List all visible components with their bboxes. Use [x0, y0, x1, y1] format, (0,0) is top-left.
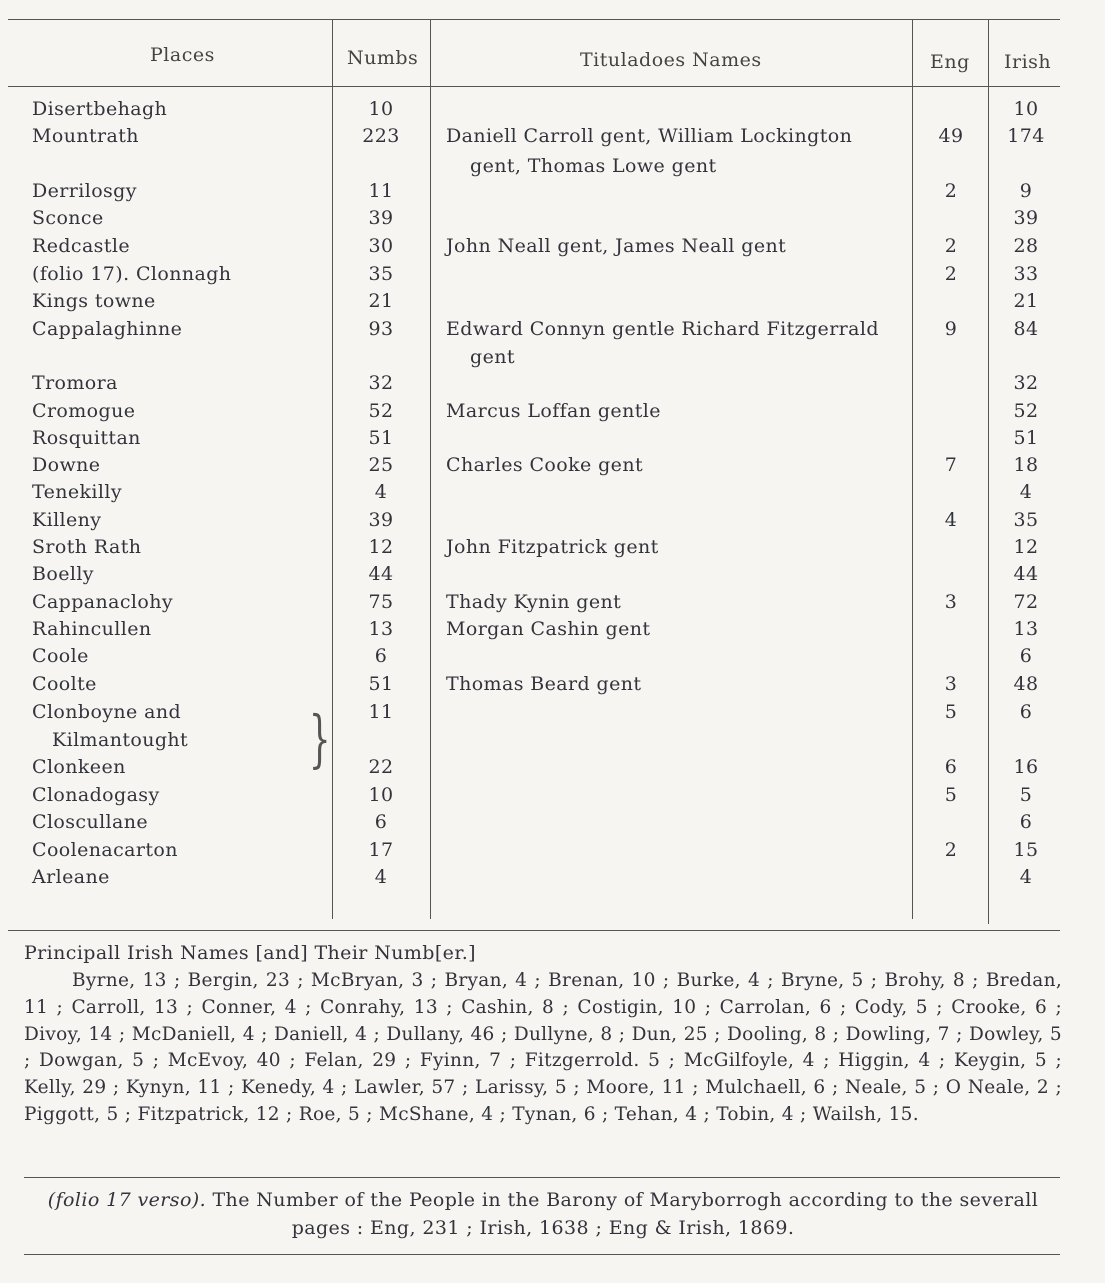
tituladoes-cell: Daniell Carroll gent, William Lockington	[446, 125, 853, 147]
table-row	[0, 756, 1105, 783]
eng-cell: 2	[944, 180, 958, 202]
irish-cell: 32	[1013, 372, 1039, 394]
table-row	[0, 729, 1105, 756]
eng-cell: 3	[944, 591, 958, 613]
numb-cell: 44	[368, 563, 394, 585]
irish-cell: 72	[1013, 591, 1039, 613]
irish-cell: 4	[1019, 481, 1033, 503]
numb-cell: 52	[368, 400, 394, 422]
numb-cell: 6	[374, 645, 388, 667]
tituladoes-cell: Morgan Cashin gent	[446, 618, 651, 640]
numb-cell: 32	[368, 372, 394, 394]
irish-cell: 39	[1013, 207, 1039, 229]
place-cell: Redcastle	[32, 235, 130, 257]
eng-cell: 4	[944, 509, 958, 531]
table-row	[0, 454, 1105, 481]
place-cell: Disertbehagh	[32, 98, 168, 120]
irish-cell: 174	[1007, 125, 1045, 147]
eng-cell: 5	[944, 784, 958, 806]
table-row	[0, 645, 1105, 672]
header-irish: Irish	[1004, 51, 1052, 73]
place-cell: Derrilosgy	[32, 180, 137, 202]
numb-cell: 39	[368, 207, 394, 229]
table-row	[0, 125, 1105, 152]
footer-folio: (folio 17 verso).	[47, 1189, 207, 1211]
place-cell: Rahincullen	[32, 618, 152, 640]
table-row	[0, 591, 1105, 618]
eng-cell: 3	[944, 673, 958, 695]
table-row	[0, 346, 1105, 373]
irish-cell: 52	[1013, 400, 1039, 422]
place-cell: Downe	[32, 454, 101, 476]
place-cell: Clonadogasy	[32, 784, 160, 806]
place-cell: Sconce	[32, 207, 104, 229]
irish-cell: 12	[1013, 536, 1039, 558]
tituladoes-cell: gent	[470, 346, 515, 368]
eng-cell: 7	[944, 454, 958, 476]
place-cell: Cromogue	[32, 400, 136, 422]
irish-cell: 9	[1019, 180, 1033, 202]
header-places: Places	[150, 44, 215, 66]
table-row	[0, 618, 1105, 645]
place-cell: Coolte	[32, 673, 97, 695]
place-cell: Clonboyne and	[32, 701, 182, 723]
header-tituladoes: Tituladoes Names	[580, 49, 762, 71]
irish-cell: 16	[1013, 756, 1039, 778]
table-row	[0, 155, 1105, 182]
place-cell: Coolenacarton	[32, 839, 178, 861]
place-cell: Tromora	[32, 372, 118, 394]
table-row	[0, 536, 1105, 563]
numb-cell: 30	[368, 235, 394, 257]
place-cell: Sroth Rath	[32, 536, 142, 558]
irish-cell: 18	[1013, 454, 1039, 476]
irish-cell: 6	[1019, 645, 1033, 667]
numb-cell: 4	[374, 481, 388, 503]
irish-cell: 5	[1019, 784, 1033, 806]
numb-cell: 10	[368, 784, 394, 806]
irish-cell: 48	[1013, 673, 1039, 695]
table-row	[0, 235, 1105, 262]
numb-cell: 10	[368, 98, 394, 120]
tituladoes-cell: gent, Thomas Lowe gent	[470, 155, 717, 177]
eng-cell: 2	[944, 235, 958, 257]
header-bottom-rule	[8, 86, 1060, 87]
table-row	[0, 866, 1105, 893]
table-row	[0, 673, 1105, 700]
place-cell: Kings towne	[32, 290, 156, 312]
table-row	[0, 811, 1105, 838]
numb-cell: 17	[368, 839, 394, 861]
numb-cell: 11	[368, 701, 394, 723]
names-divider	[24, 1177, 1060, 1178]
irish-cell: 13	[1013, 618, 1039, 640]
table-row	[0, 372, 1105, 399]
table-row	[0, 318, 1105, 345]
place-cell: Killeny	[32, 509, 102, 531]
table-row	[0, 784, 1105, 811]
numb-cell: 25	[368, 454, 394, 476]
place-cell: Boelly	[32, 563, 94, 585]
table-row	[0, 701, 1105, 728]
place-cell: Kilmantought	[52, 729, 189, 751]
place-cell: Cappanaclohy	[32, 591, 174, 613]
irish-cell: 15	[1013, 839, 1039, 861]
footer-bottom-rule	[24, 1254, 1060, 1255]
tituladoes-cell: Thomas Beard gent	[446, 673, 642, 695]
irish-cell: 33	[1013, 263, 1039, 285]
eng-cell: 6	[944, 756, 958, 778]
irish-cell: 35	[1013, 509, 1039, 531]
numb-cell: 93	[368, 318, 394, 340]
irish-cell: 4	[1019, 866, 1033, 888]
tituladoes-cell: Thady Kynin gent	[446, 591, 622, 613]
numb-cell: 39	[368, 509, 394, 531]
place-cell: Tenekilly	[32, 481, 122, 503]
eng-cell: 2	[944, 263, 958, 285]
brace-mark: }	[308, 702, 331, 775]
header-numbs: Numbs	[347, 47, 419, 69]
eng-cell: 49	[938, 125, 964, 147]
tituladoes-cell: Marcus Loffan gentle	[446, 400, 661, 422]
irish-cell: 44	[1013, 563, 1039, 585]
place-cell: Closcullane	[32, 811, 149, 833]
eng-cell: 9	[944, 318, 958, 340]
place-cell: Arleane	[32, 866, 110, 888]
numb-cell: 13	[368, 618, 394, 640]
irish-cell: 10	[1013, 98, 1039, 120]
place-cell: (folio 17). Clonnagh	[32, 263, 232, 285]
place-cell: Clonkeen	[32, 756, 126, 778]
table-row	[0, 481, 1105, 508]
tituladoes-cell: Charles Cooke gent	[446, 454, 643, 476]
irish-cell: 6	[1019, 811, 1033, 833]
names-list: Byrne, 13 ; Bergin, 23 ; McBryan, 3 ; Bryan, 4 ; Brenan, 10 ; Burke, 4 ; Bryne, 5 ; Brohy, 8 ; Bredan, 11 ; Carroll, 13 ; Conner, 4 ; Conrahy, 13 ; Cashin, 8 ; Costigin, 10 ; Carrolan, 6 ; Cody, 5 ; Crooke, 6 ; Divoy, 14 ; McDaniell, 4 ; Daniell, 4 ; Dullany, 46 ; Dullyne, 8 ; Dun, 25 ; Dooling, 8 ; Dowling, 7 ; Dowley, 5 ; Dowgan, 5 ; McEvoy, 40 ; Felan, 29 ; Fyinn, 7 ; Fitzgerrold. 5 ; McGilfoyle, 4 ; Higgin, 4 ; Keygin, 5 ; Kelly, 29 ; Kynyn, 11 ; Kenedy, 4 ; Lawler, 57 ; Larissy, 5 ; Moore, 11 ; Mulchaell, 6 ; Neale, 5 ; O Neale, 2 ; Piggott, 5 ; Fitzpatrick, 12 ; Roe, 5 ; McShane, 4 ; Tynan, 6 ; Tehan, 4 ; Tobin, 4 ; Wailsh, 15.	[24, 970, 1062, 1125]
tituladoes-cell: John Fitzpatrick gent	[446, 536, 659, 558]
place-cell: Mountrath	[32, 125, 139, 147]
numb-cell: 51	[368, 427, 394, 449]
table-row	[0, 400, 1105, 427]
numb-cell: 35	[368, 263, 394, 285]
table-row	[0, 839, 1105, 866]
table-row	[0, 427, 1105, 454]
table-row	[0, 180, 1105, 207]
eng-cell: 2	[944, 839, 958, 861]
numb-cell: 223	[362, 125, 400, 147]
numb-cell: 22	[368, 756, 394, 778]
numb-cell: 11	[368, 180, 394, 202]
place-cell: Rosquittan	[32, 427, 141, 449]
eng-cell: 5	[944, 701, 958, 723]
names-heading: Principall Irish Names [and] Their Numb[er.]	[24, 942, 476, 964]
table-top-rule	[8, 19, 1060, 20]
table-row	[0, 509, 1105, 536]
irish-cell: 6	[1019, 701, 1033, 723]
place-cell: Cappalaghinne	[32, 318, 183, 340]
place-cell: Coole	[32, 645, 89, 667]
table-row	[0, 290, 1105, 317]
irish-cell: 21	[1013, 290, 1039, 312]
table-row	[0, 207, 1105, 234]
table-row	[0, 563, 1105, 590]
numb-cell: 21	[368, 290, 394, 312]
numb-cell: 4	[374, 866, 388, 888]
footer-text: The Number of the People in the Barony of Maryborrogh according to the severall pages : Eng, 231 ; Irish, 1638 ; Eng & Irish, 1869.	[212, 1189, 1039, 1239]
irish-cell: 28	[1013, 235, 1039, 257]
tituladoes-cell: John Neall gent, James Neall gent	[446, 235, 787, 257]
header-eng: Eng	[930, 51, 970, 73]
irish-cell: 51	[1013, 427, 1039, 449]
irish-cell: 84	[1013, 318, 1039, 340]
tituladoes-cell: Edward Connyn gentle Richard Fitzgerrald	[446, 318, 879, 340]
numb-cell: 51	[368, 673, 394, 695]
table-bottom-rule	[8, 930, 1060, 931]
numb-cell: 75	[368, 591, 394, 613]
numb-cell: 12	[368, 536, 394, 558]
footer-total	[24, 1186, 1062, 1242]
numb-cell: 6	[374, 811, 388, 833]
table-row	[0, 263, 1105, 290]
table-row	[0, 98, 1105, 125]
